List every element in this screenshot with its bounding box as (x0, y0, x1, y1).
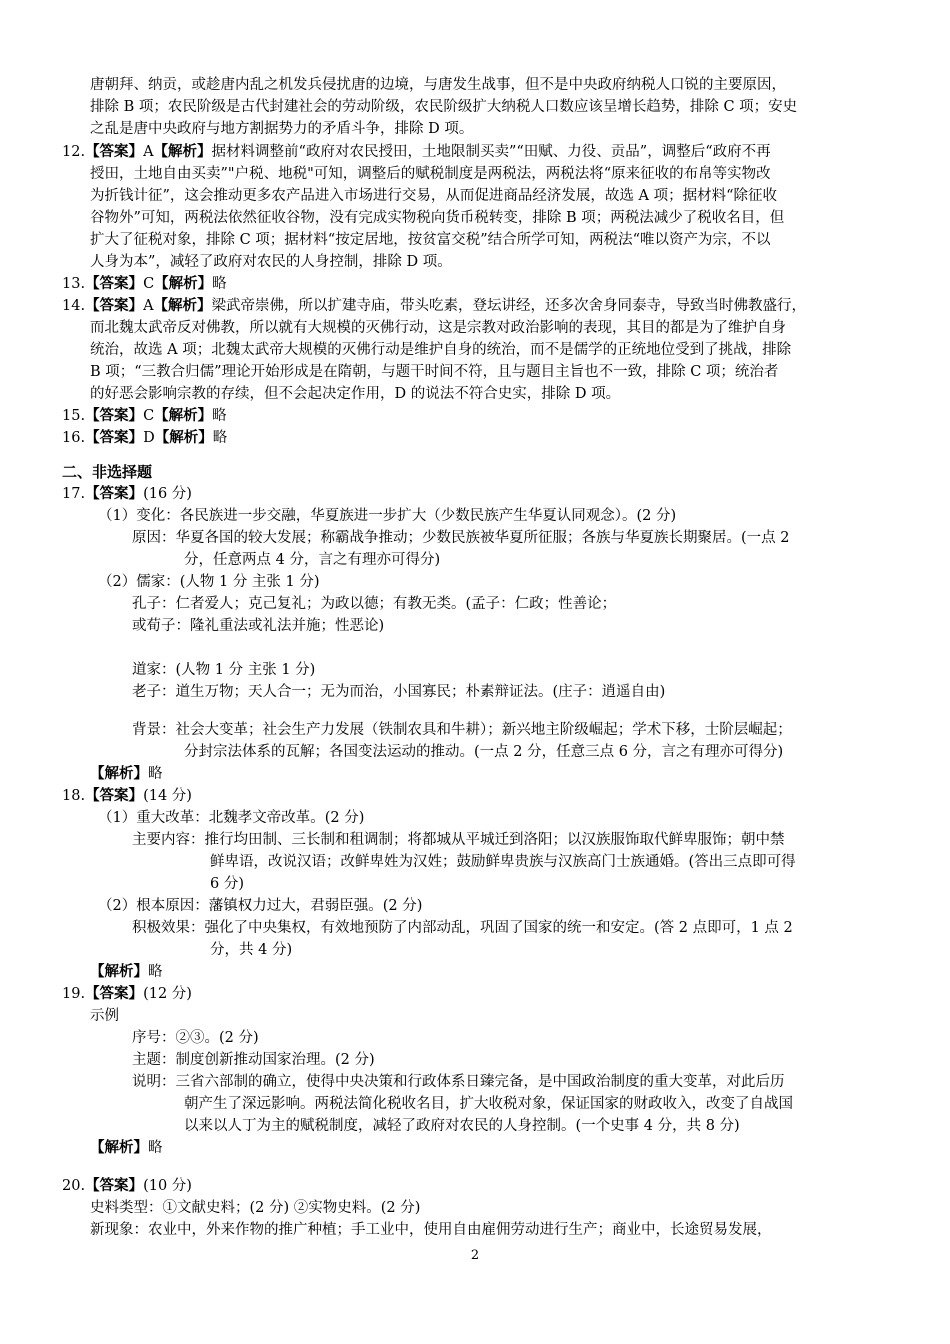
text-line: 人身为本”，减轻了政府对农民的人身控制，排除 D 项。 (90, 254, 452, 270)
q12-answer: 12.【答案】A【解析】据材料调整前“政府对农民授田，土地限制买卖”“田赋、力役、贡品”，调整后“政府不再 (62, 143, 771, 160)
q18-answer: 18.【答案】(14 分) (62, 787, 192, 804)
q14-answer: 14.【答案】A【解析】梁武帝崇佛，所以扩建寺庙，带头吃素，登坛讲经，还多次舍身同泰寺，导致当时佛教盛行， (62, 297, 807, 314)
analysis-label: 【解析】略 (90, 765, 163, 782)
text-line: 之乱是唐中央政府与地方割据势力的矛盾斗争，排除 D 项。 (90, 121, 474, 137)
text-line: 而北魏太武帝反对佛教，所以就有大规模的灭佛行动，这是宗教对政治影响的表现，其目的都是为了维护自身 (90, 320, 786, 336)
text-line: （1）重大改革：北魏孝文帝改革。(2 分) (98, 810, 365, 826)
text-line: 统治，故选 A 项；北魏太武帝大规模的灭佛行动是维护自身的统治，而不是儒学的正统地位受到了挑战，排除 (90, 342, 792, 358)
text-line: 为折钱计征”，这会推动更多农产品进入市场进行交易，从而促进商品经济发展，故选 A 项；据材料“除征收 (90, 188, 778, 204)
text-line: 原因：华夏各国的较大发展；称霸战争推动；少数民族被华夏所征服；各族与华夏族长期聚居。(一点 2 (132, 530, 790, 546)
text-line: 示例 (90, 1008, 119, 1024)
text-line: 分，任意两点 4 分，言之有理亦可得分) (184, 552, 441, 568)
text-line: 授田，土地自由买卖”"户税、地税"可知，调整后的赋税制度是两税法，两税法将“原来征收的布帛等实物改 (90, 166, 771, 182)
text-line: 唐朝拜、纳贡，或趁唐内乱之机发兵侵扰唐的边境，与唐发生战事，但不是中央政府纳税人口锐的主要原因， (90, 77, 786, 93)
text-line: 排除 B 项；农民阶级是古代封建社会的劳动阶级，农民阶级扩大纳税人口数应该呈增长趋势，排除 C 项；安史 (90, 99, 798, 115)
q20-answer: 20.【答案】(10 分) (62, 1177, 192, 1194)
text-line: 背景：社会大变革；社会生产力发展（铁制农具和牛耕）；新兴地主阶级崛起；学术下移，士阶层崛起； (132, 722, 792, 738)
section-heading: 二、非选择题 (62, 463, 153, 481)
text-line: 孔子：仁者爱人；克己复礼；为政以德；有教无类。(孟子：仁政；性善论； (132, 596, 617, 612)
text-line: 鲜卑语，改说汉语；改鲜卑姓为汉姓；鼓励鲜卑贵族与汉族高门士族通婚。(答出三点即可得 (210, 854, 796, 870)
text-line: 序号：②③。(2 分) (132, 1030, 259, 1046)
text-line: 史料类型：①文献史料；(2 分) ②实物史料。(2 分) (90, 1200, 421, 1216)
text-line: 主要内容：推行均田制、三长制和租调制；将都城从平城迁到洛阳；以汉族服饰取代鲜卑服饰；朝中禁 (132, 832, 785, 848)
text-line: （2）儒家：(人物 1 分 主张 1 分) (98, 574, 320, 590)
analysis-label: 【解析】略 (90, 1139, 163, 1156)
text-line: 谷物外”可知，两税法依然征收谷物，没有完成实物税向货币税转变，排除 B 项；两税法减少了税收名目，但 (90, 210, 785, 226)
text-line: 老子：道生万物；天人合一；无为而治，小国寡民；朴素辩证法。(庄子：逍遥自由) (132, 684, 666, 700)
text-line: 分，共 4 分) (210, 942, 293, 958)
text-line: 扩大了征税对象，排除 C 项；据材料“按定居地，按贫富交税”结合所学可知，两税法“唯以资产为宗，不以 (90, 232, 771, 248)
text-line: （2）根本原因：藩镇权力过大，君弱臣强。(2 分) (98, 898, 423, 914)
q16-answer: 16.【答案】D【解析】略 (62, 429, 228, 446)
text-line: 6 分) (210, 876, 244, 892)
text-line: 以来以人丁为主的赋税制度，减轻了政府对农民的人身控制。(一个史事 4 分，共 8 分) (184, 1118, 740, 1134)
q13-answer: 13.【答案】C【解析】略 (62, 275, 227, 292)
text-line: 分封宗法体系的瓦解；各国变法运动的推动。(一点 2 分，任意三点 6 分，言之有理亦可得分) (184, 744, 784, 760)
text-line: B 项；“三教合归儒”理论开始形成是在隋朝，与题干时间不符，且与题目主旨也不一致，排除 C 项；统治者 (90, 364, 779, 380)
analysis-label: 【解析】略 (90, 963, 163, 980)
q19-answer: 19.【答案】(12 分) (62, 985, 192, 1002)
text-line: 的好恶会影响宗教的存续，但不会起决定作用，D 的说法不符合史实，排除 D 项。 (90, 386, 621, 402)
text-line: 说明：三省六部制的确立，使得中央决策和行政体系日臻完备，是中国政治制度的重大变革，对此后历 (132, 1074, 785, 1090)
text-line: （1）变化：各民族进一步交融，华夏族进一步扩大（少数民族产生华夏认同观念）。(2 分) (98, 508, 677, 524)
q17-answer: 17.【答案】(16 分) (62, 485, 192, 502)
text-line: 或荀子：隆礼重法或礼法并施；性恶论) (132, 618, 385, 634)
text-line: 主题：制度创新推动国家治理。(2 分) (132, 1052, 375, 1068)
text-line: 积极效果：强化了中央集权，有效地预防了内部动乱，巩固了国家的统一和安定。(答 2 点即可，1 点 2 (132, 920, 793, 936)
text-line: 朝产生了深远影响。两税法简化税收名目，扩大收税对象，保证国家的财政收入，改变了自战国 (184, 1096, 793, 1112)
text-line: 道家：(人物 1 分 主张 1 分) (132, 662, 316, 678)
page-number: 2 (470, 1248, 480, 1263)
text-line: 新现象：农业中，外来作物的推广种植；手工业中，使用自由雇佣劳动进行生产；商业中，长途贸易发展， (90, 1222, 772, 1238)
q15-answer: 15.【答案】C【解析】略 (62, 407, 227, 424)
